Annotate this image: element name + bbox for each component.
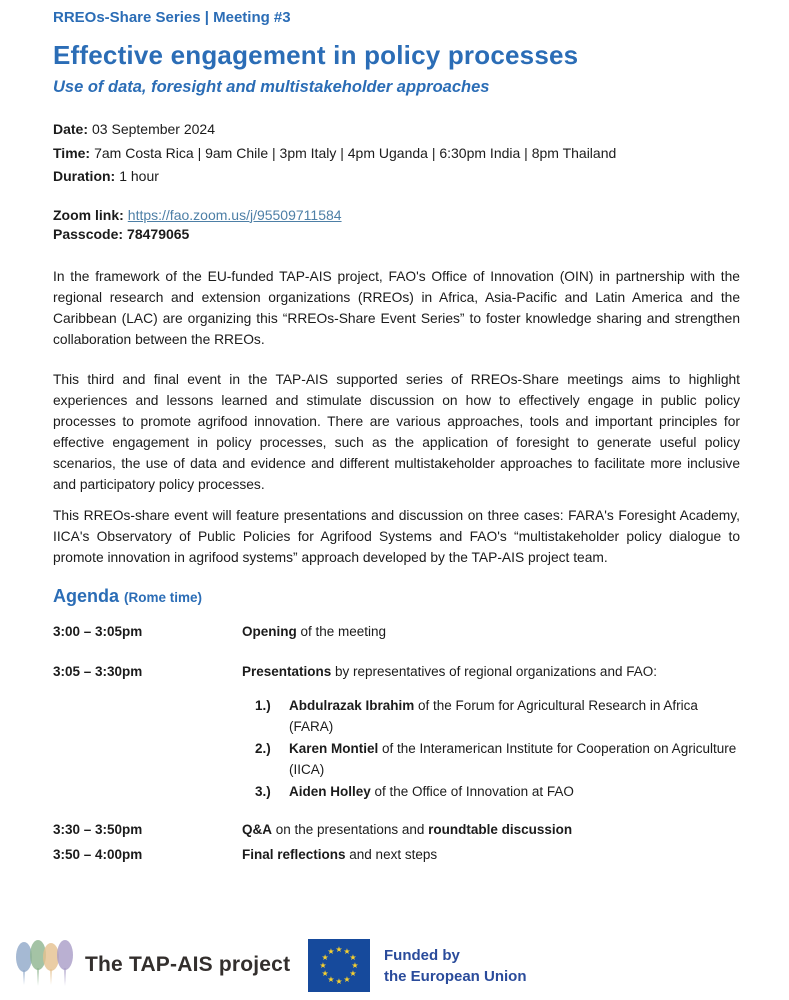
intro-paragraph: In the framework of the EU-funded TAP-AIS project, FAO's Office of Innovation (OIN) in partnership with the regional research and extension organizations (RREOs) in Africa, Asia-Pacific and Latin America and the Caribbean (LAC) are organizing this “RREOs-Share Event Series” to foster knowledge sharing and strengthen collaboration between the RREOs. (53, 268, 740, 347)
series-line: RREOs-Share Series | Meeting #3 (53, 9, 291, 26)
agenda-row-final-reflections (53, 844, 740, 865)
svg-text:★: ★ (319, 961, 327, 970)
eu-flag-icon (308, 939, 370, 992)
event-description-paragraph: This third and final event in the TAP-AIS supported series of RREOs-Share meetings aims to highlight experiences and lessons learned and stimulate discussion on how to effectively engage in public policy processes to promote agrifood innovation. There are various approaches, tools and important principles for effective engagement in policy processes, such as the application of foresight to generate useful policy scenarios, the use of data and evidence and different multistakeholder approaches to facilitate more inclusive and participatory policy processes. (53, 371, 740, 492)
date-value: 03 September 2024 (92, 121, 215, 137)
zoom-link-row (53, 206, 740, 225)
eu-funded-line2: the European Union (384, 967, 527, 985)
agenda-row-qa (53, 819, 740, 840)
agenda-row-opening (53, 621, 740, 642)
page-title: Effective engagement in policy processes (53, 40, 579, 70)
speaker-text: Karen Montiel of the Interamerican Institute for Cooperation on Agriculture (IICA) (289, 740, 737, 777)
agenda-time: 3:50 – 4:00pm (53, 847, 143, 862)
agenda-time: 3:30 – 3:50pm (53, 822, 143, 837)
agenda-description: Presentations by representatives of regional organizations and FAO: (242, 663, 657, 679)
meeting-access (53, 206, 740, 244)
time-value: 7am Costa Rica | 9am Chile | 3pm Italy | 4pm Uganda | 6:30pm India | 8pm Thailand (94, 144, 617, 161)
footer (0, 930, 789, 1000)
speaker-list (255, 695, 740, 803)
list-item-speaker-1 (255, 695, 740, 738)
agenda-description: Final reflections and next steps (242, 847, 438, 862)
zoom-link-label: Zoom link: (53, 206, 124, 223)
passcode-row (53, 225, 740, 244)
zoom-meeting-link[interactable]: https://fao.zoom.us/j/95509711584 (127, 206, 342, 223)
passcode-label: Passcode: (53, 225, 124, 242)
svg-text:★: ★ (343, 947, 351, 957)
agenda-heading (53, 584, 740, 610)
list-item-speaker-3 (255, 781, 740, 803)
svg-text:★: ★ (349, 969, 357, 978)
speaker-number: 1.) (255, 697, 271, 713)
tapais-logo-block (15, 936, 290, 994)
svg-text:★: ★ (349, 953, 357, 962)
date-label: Date: (53, 121, 89, 137)
agenda-timezone-note: (Rome time) (124, 589, 203, 605)
speaker-text: Abdulrazak Ibrahim of the Forum for Agricultural Research in Africa (FARA) (289, 697, 698, 734)
svg-text:★: ★ (321, 969, 329, 978)
passcode-value: 78479065 (127, 225, 190, 242)
agenda-title: Agenda (53, 585, 120, 606)
svg-text:★: ★ (327, 974, 335, 984)
agenda-time: 3:05 – 3:30pm (53, 663, 143, 679)
time-row (53, 142, 740, 166)
tapais-balloons-icon (15, 936, 77, 994)
duration-row (53, 165, 740, 189)
speaker-number: 3.) (255, 783, 271, 799)
eu-funded-line1: Funded by (384, 946, 460, 964)
svg-text:★: ★ (335, 977, 343, 986)
speaker-text: Aiden Holley of the Office of Innovation at FAO (289, 783, 574, 799)
tapais-project-label: The TAP-AIS project (85, 953, 291, 976)
list-item-speaker-2 (255, 738, 740, 781)
svg-text:★: ★ (327, 947, 335, 957)
page-subtitle: Use of data, foresight and multistakeholder approaches (53, 78, 490, 96)
cases-paragraph: This RREOs-share event will feature presentations and discussion on three cases: FARA's Foresight Academy, IICA's Observatory of Public Policies for Agrifood Systems and FAO's “multistakeholder policy dialogue to promote innovation in agrifood systems” approach developed by the TAP-AIS project team. (53, 507, 740, 565)
eu-funding-block (308, 939, 527, 992)
time-label: Time: (53, 144, 91, 161)
event-details (53, 118, 740, 189)
duration-label: Duration: (53, 168, 116, 184)
eu-funded-label (384, 945, 527, 987)
svg-text:★: ★ (321, 953, 329, 962)
agenda-description: Q&A on the presentations and roundtable discussion (242, 822, 573, 837)
agenda-row-presentations (53, 661, 740, 682)
date-row (53, 118, 740, 142)
duration-value: 1 hour (119, 168, 159, 184)
svg-text:★: ★ (351, 961, 359, 970)
agenda-description: Opening of the meeting (242, 623, 387, 639)
speaker-number: 2.) (255, 740, 271, 756)
agenda-time: 3:00 – 3:05pm (53, 623, 143, 639)
svg-text:★: ★ (343, 974, 351, 984)
svg-text:★: ★ (335, 945, 343, 954)
